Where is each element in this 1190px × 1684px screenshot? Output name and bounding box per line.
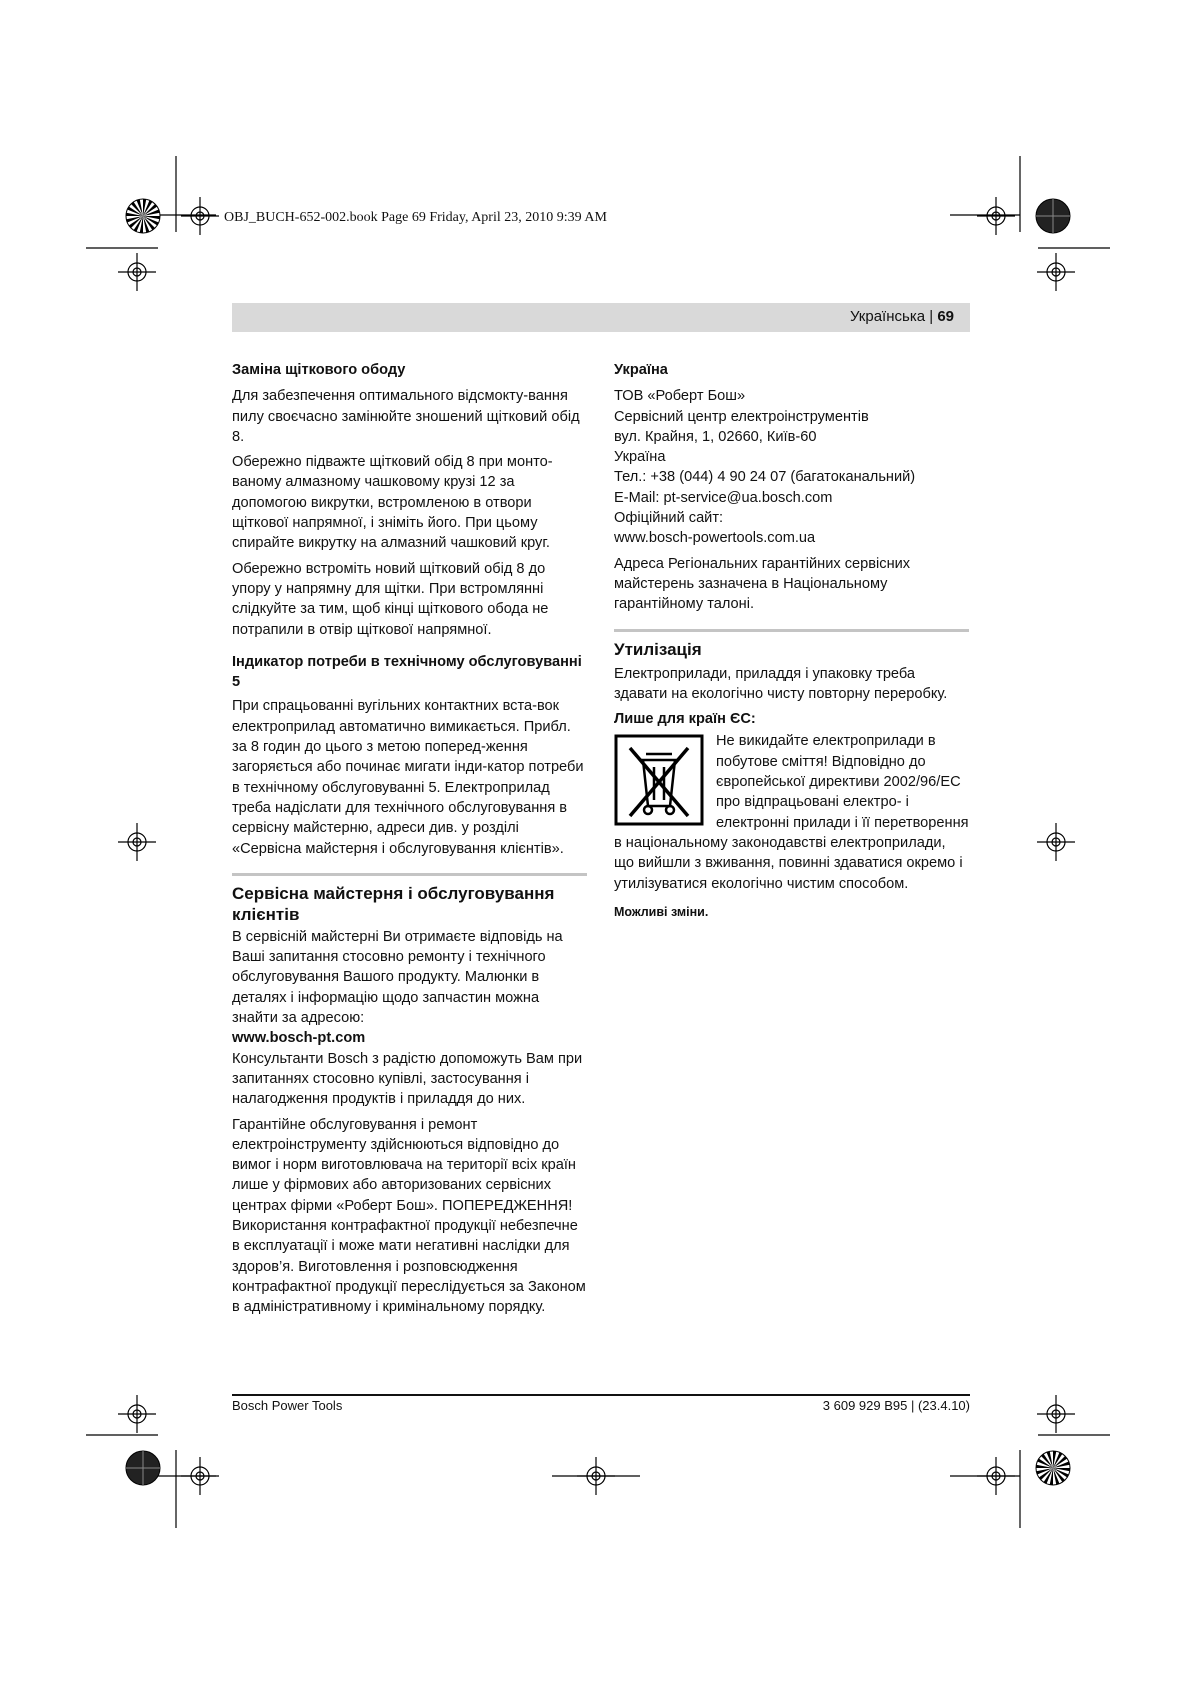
brush-ring-paragraph-3: Обережно встроміть новий щітковий обід 8 до упору у напрямну для щітки. При встромлянні слідкуйте за тим, щоб кінці щіткового обода не потрапили в отвір щіткової напрямної. bbox=[232, 560, 549, 638]
registration-target-icon bbox=[976, 1456, 1016, 1496]
registration-target-icon bbox=[117, 1394, 157, 1434]
color-bar-mark-icon bbox=[125, 1450, 161, 1486]
indicator-paragraph: При спрацьованні вугільних контактних вста-вок електроприлад автоматично вимикається. Прибл. за 8 годин до цього з метою поперед-ження загоряється або починає мигати інди-катор потреби в технічному обслуговуванні 5. Електроприлад треба надіслати для технічного обслуговування в сервісну майстерню, адреси див. у розділі «Сервісна майстерня і обслуговування клієнтів». bbox=[232, 698, 584, 857]
header-separator: | bbox=[929, 308, 934, 325]
registration-target-icon bbox=[576, 1456, 616, 1496]
contact-site-label: Офіційний сайт: bbox=[614, 510, 724, 527]
indicator-title: Індикатор потреби в технічному обслуговуванні 5 bbox=[232, 653, 582, 691]
page-header bbox=[232, 303, 970, 332]
contact-address: вул. Крайня, 1, 02660, Київ-60 bbox=[614, 428, 817, 445]
registration-target-icon bbox=[180, 1456, 220, 1496]
contact-country: Україна bbox=[614, 449, 666, 466]
footer-code: 3 609 929 B95 | (23.4.10) bbox=[822, 1398, 970, 1413]
crossed-out-bin-icon bbox=[614, 734, 704, 826]
contact-email[interactable]: E-Mail: pt-service@ua.bosch.com bbox=[614, 489, 833, 506]
registration-target-icon bbox=[180, 196, 220, 236]
service-paragraph-1: В сервісній майстерні Ви отримаєте відповідь на Ваші запитання стосовно ремонту і технічного обслуговування Вашого продукту. Малюнки в деталях і інформацію щодо запчастин можна знайти за адресою: bbox=[232, 928, 563, 1027]
contact-site-url[interactable]: www.bosch-powertools.com.ua bbox=[614, 530, 816, 547]
right-column bbox=[614, 360, 969, 927]
registration-target-icon bbox=[1036, 822, 1076, 862]
contact-center: Сервісний центр електроінструментів bbox=[614, 408, 869, 425]
header-label bbox=[850, 308, 954, 325]
footer-brand: Bosch Power Tools bbox=[232, 1398, 343, 1413]
registration-target-icon bbox=[1036, 1394, 1076, 1434]
brush-ring-title: Заміна щіткового ободу bbox=[232, 362, 406, 378]
starburst-mark-icon bbox=[1035, 1450, 1071, 1486]
registration-target-icon bbox=[1036, 252, 1076, 292]
registration-target-icon bbox=[117, 822, 157, 862]
disposal-title: Утилізація bbox=[614, 639, 702, 659]
service-paragraph-3: Гарантійне обслуговування і ремонт електроінструменту здійснюються відповідно до вимог і норм виготовлювача на території всіх країн лише у фірмових або авторизованих сервісних центрах фірми «Роберт Бош». ПОПЕРЕДЖЕННЯ! Використання контрафактної продукції небезпечне в експлуатації і може мати негативні наслідки для здоров’я. Виготовлення і розповсюдження контрафактної продукції переслідується за Законом в адміністративному і кримінальному порядку. bbox=[232, 1116, 586, 1316]
service-paragraph-2: Консультанти Bosch з радістю допоможуть Вам при запитаннях стосовно купівлі, застосування і налагодження продуктів і приладдя до них. bbox=[232, 1050, 583, 1108]
service-url[interactable]: www.bosch-pt.com bbox=[232, 1030, 366, 1047]
brush-ring-paragraph-1: Для забезпечення оптимального відсмокту-вання пилу своєчасно замінюйте зношений щітковий обід 8. bbox=[232, 388, 580, 445]
color-bar-mark-icon bbox=[1035, 198, 1071, 234]
eu-only-title: Лише для країн ЄС: bbox=[614, 711, 756, 728]
brush-ring-paragraph-2: Обережно підважте щітковий обід 8 при монто-ваному алмазному чашковому крузі 12 за допомогою викрутки, встромленою в отвори щіткової напрямної, і зніміть його. При цьому спирайте викрутку на алмазний чашковий круг. bbox=[232, 454, 553, 552]
contact-phone: Тел.: +38 (044) 4 90 24 07 (багатоканальний) bbox=[614, 469, 916, 486]
footer-divider bbox=[232, 1394, 970, 1396]
left-column bbox=[232, 360, 587, 1322]
print-slug: OBJ_BUCH-652-002.book Page 69 Friday, April 23, 2010 9:39 AM bbox=[224, 210, 607, 225]
registration-target-icon bbox=[117, 252, 157, 292]
changes-note: Можливі зміни. bbox=[614, 904, 709, 919]
eu-disposal-block bbox=[614, 731, 969, 893]
contact-title: Україна bbox=[614, 362, 668, 378]
registration-target-icon bbox=[976, 196, 1016, 236]
section-divider bbox=[614, 629, 969, 632]
section-divider bbox=[232, 873, 587, 876]
header-language: Українська bbox=[849, 308, 926, 325]
service-title: Сервісна майстерня і обслуговування клієнтів bbox=[232, 883, 555, 924]
disposal-paragraph: Електроприлади, приладдя і упаковку треба здавати на екологічно чисту повторну переробку. bbox=[614, 665, 948, 702]
eu-disposal-text: Не викидайте електроприлади в побутове сміття! Відповідно до європейської директиви 2002/96/EC про відпрацьовані електро- і електронні прилади і її перетворення в національному законодавстві електроприлади, що вийшли з вживання, повинні здаватися окремо і утилізуватися екологічно чистим способом. bbox=[614, 733, 969, 892]
contact-company: ТОВ «Роберт Бош» bbox=[614, 388, 746, 405]
regional-service-note: Адреса Регіональних гарантійних сервісних майстерень зазначена в Національному гарантійному талоні. bbox=[614, 555, 911, 613]
page-number: 69 bbox=[937, 308, 954, 325]
starburst-mark-icon bbox=[125, 198, 161, 234]
